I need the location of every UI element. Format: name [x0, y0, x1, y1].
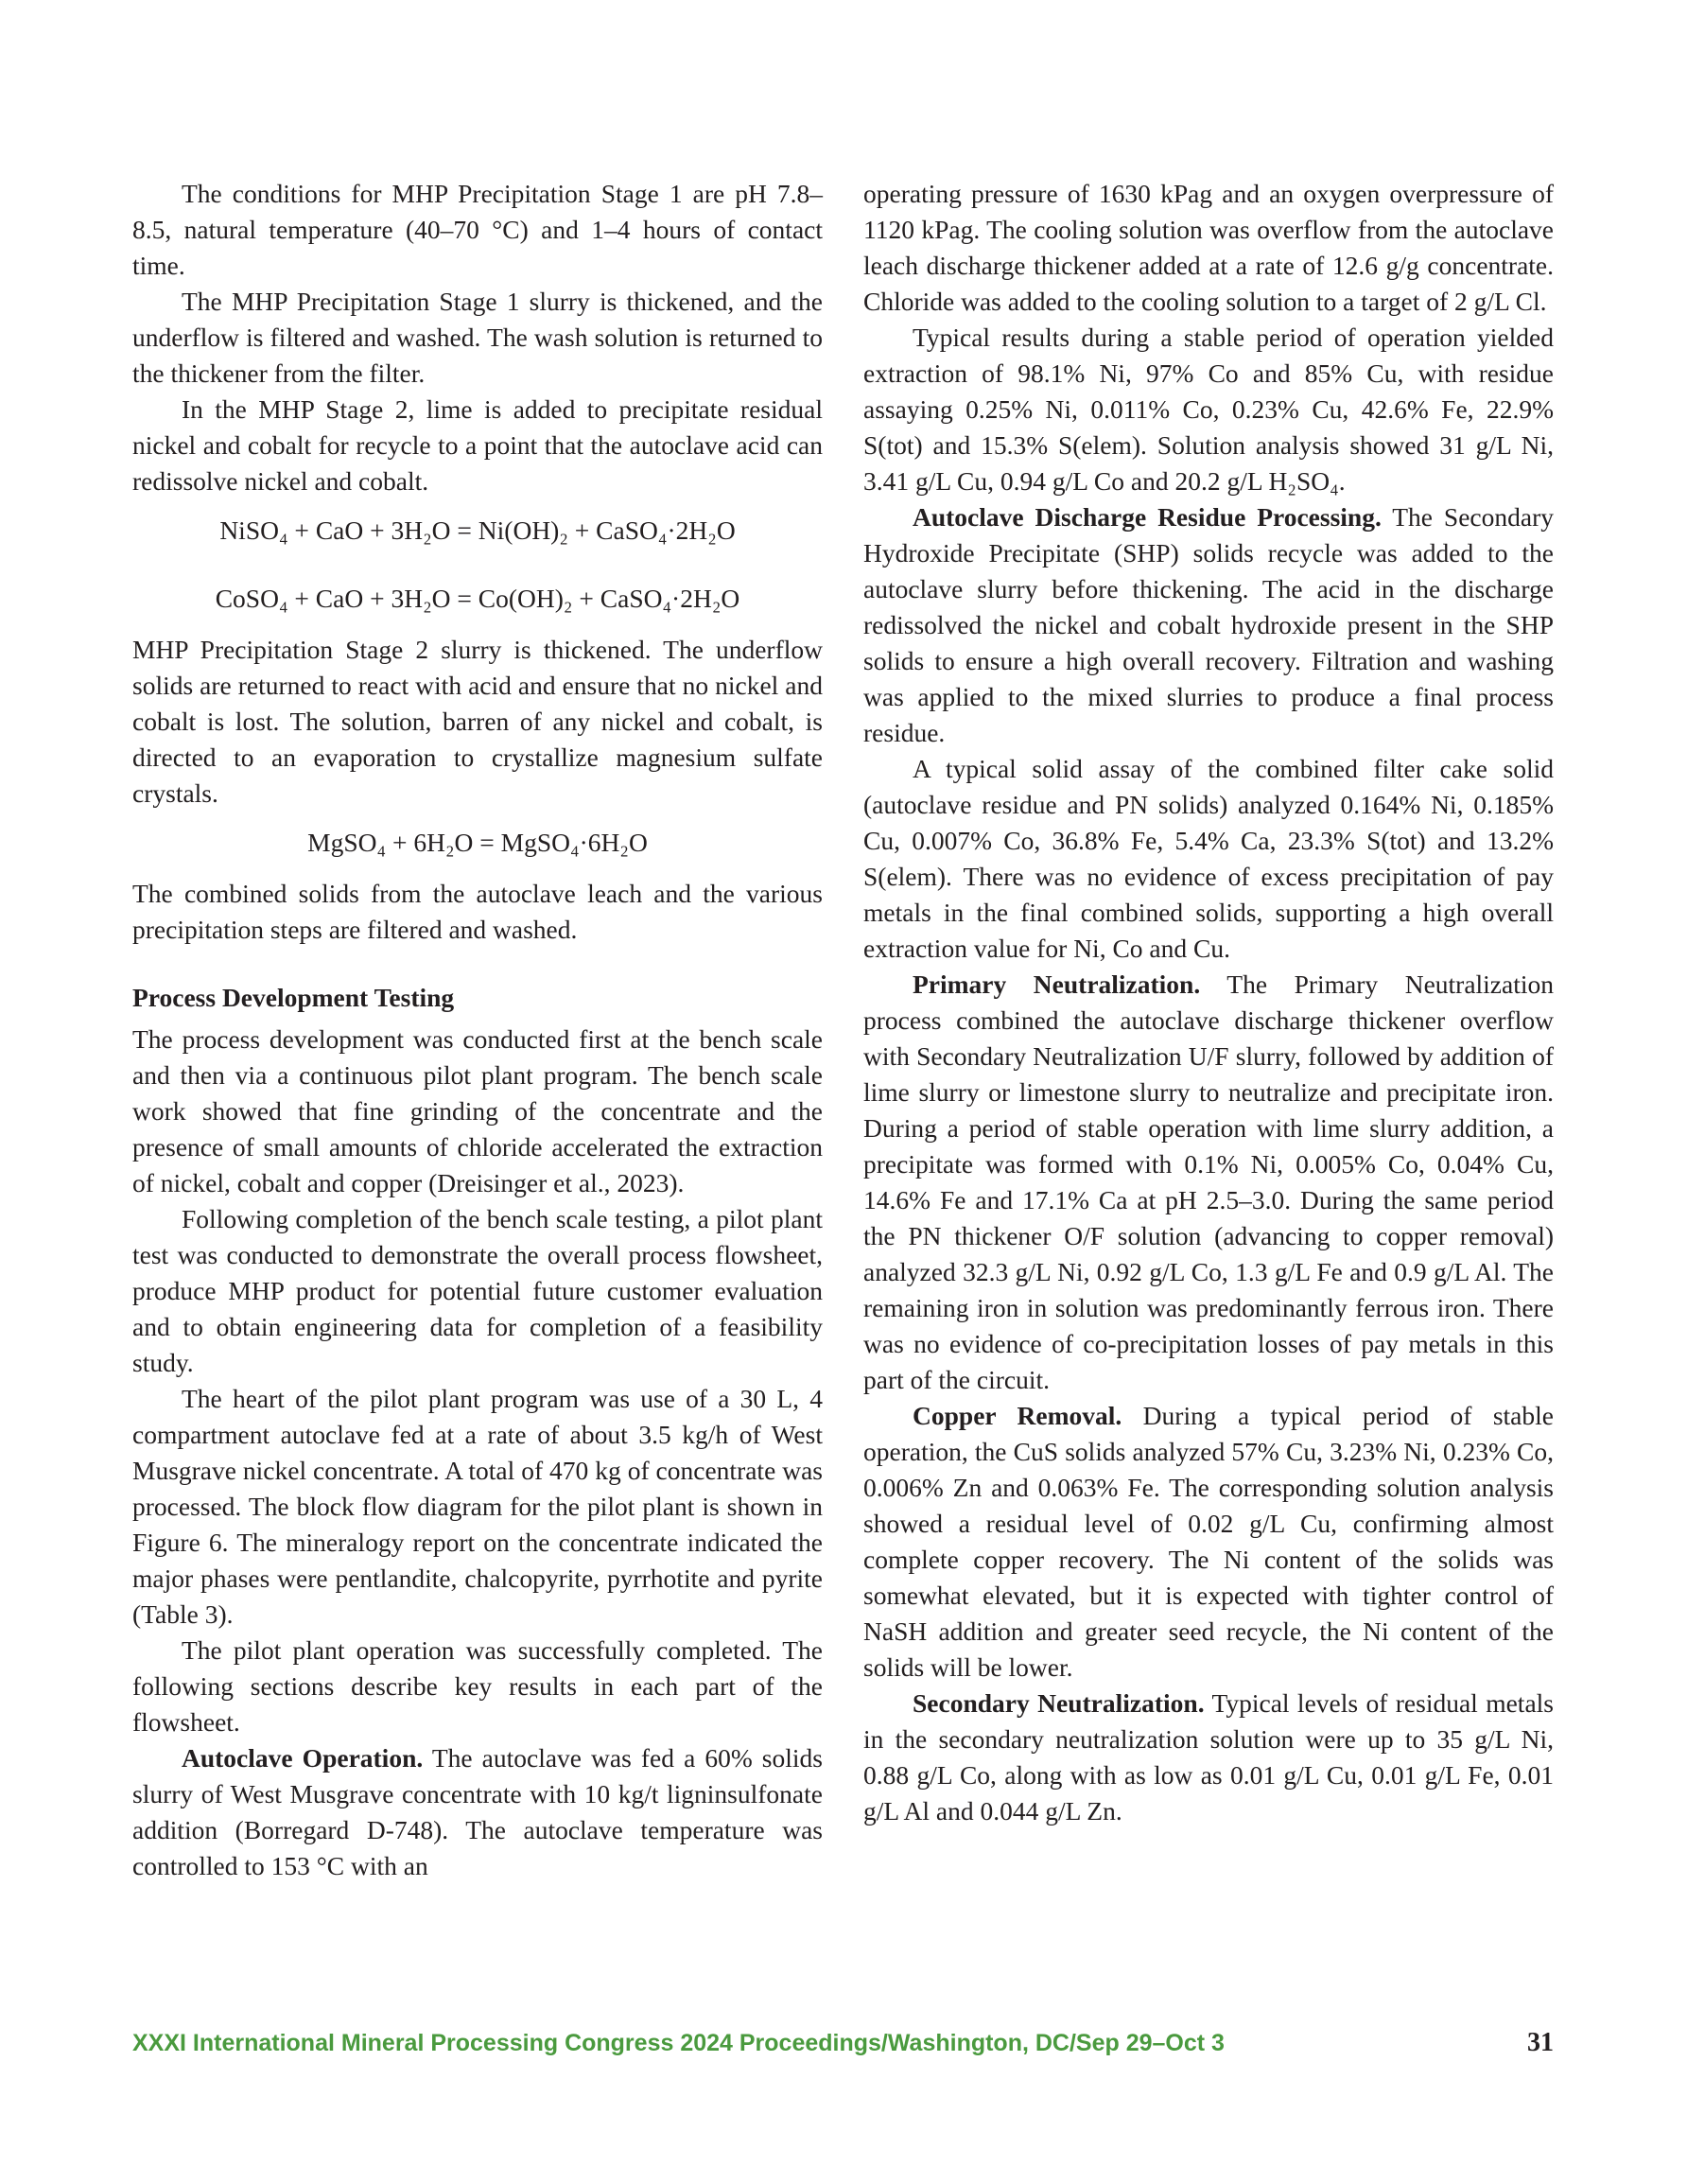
paragraph: A typical solid assay of the combined filter cake solid (autoclave residue and PN solids) analyzed 0.164% Ni, 0.185% Cu, 0.007% Co, 36.8% Fe, 5.4% Ca, 23.3% S(tot) and 13.2% S(elem). There was no evidence of excess precipitation of pay metals in the final combined solids, supporting a high overall extraction value for Ni, Co and Cu.	[863, 754, 1554, 963]
paragraph: The conditions for MHP Precipitation Stage 1 are pH 7.8–8.5, natural temperature (40–70 °C) and 1–4 hours of contact time.	[132, 179, 823, 280]
paragraph: Following completion of the bench scale testing, a pilot plant test was conducted to demonstrate the overall process flowsheet, produce MHP product for potential future customer evaluation and to obtain engineering data for completion of a feasibility study.	[132, 1204, 823, 1377]
paragraph	[863, 1398, 1554, 1686]
run-in-heading: Secondary Neutralization.	[913, 1688, 1205, 1718]
journal-title: XXXI International Mineral Processing Congress 2024 Proceedings/Washington, DC/Sep 29–Oct 3	[132, 2030, 1225, 2056]
equation-nickel-sulfate: NiSO₄ + CaO + 3H₂O = Ni(OH)₂ + CaSO₄·2H₂O	[219, 515, 736, 545]
paragraph: The pilot plant operation was successfully completed. The following sections describe key results in each part of the flowsheet.	[132, 1635, 823, 1737]
paragraph	[132, 1740, 823, 1884]
paragraph-text: During a typical period of stable operation, the CuS solids analyzed 57% Cu, 3.23% Ni, 0.23% Co, 0.006% Zn and 0.063% Fe. The corresponding solution analysis showed a residual level of 0.02 g/L Cu, confirming almost complete copper recovery. The Ni content of the solids was somewhat elevated, but it is expected with tighter control of NaSH addition and greater seed recycle, the Ni content of the solids will be lower.	[863, 1401, 1554, 1682]
paragraph-text: The Primary Neutralization process combined the autoclave discharge thickener overflow with Secondary Neutralization U/F slurry, followed by addition of lime slurry or limestone slurry to neutralize and precipitate iron. During a period of stable operation with lime slurry addition, a precipitate was formed with 0.1% Ni, 0.005% Co, 0.04% Cu, 14.6% Fe and 17.1% Ca at pH 2.5–3.0. During the same period the PN thickener O/F solution (advancing to copper removal) analyzed 32.3 g/L Ni, 0.92 g/L Co, 1.3 g/L Fe and 0.9 g/L Al. The remaining iron in solution was predominantly ferrous iron. There was no evidence of co-precipitation losses of pay metals in this part of the circuit.	[863, 970, 1554, 1394]
paragraph: The MHP Precipitation Stage 1 slurry is thickened, and the underflow is filtered and washed. The wash solution is returned to the thickener from the filter.	[132, 287, 823, 388]
paragraph	[863, 967, 1554, 1398]
paragraph-text: Typical levels of residual metals in the secondary neutralization solution were up to 35 g/L Ni, 0.88 g/L Co, along with as low as 0.01 g/L Cu, 0.01 g/L Fe, 0.01 g/L Al and 0.044 g/L Zn.	[863, 1688, 1554, 1826]
right-column	[863, 176, 1554, 1829]
run-in-heading: Autoclave Operation.	[182, 1743, 424, 1773]
run-in-heading: Copper Removal.	[913, 1401, 1122, 1430]
paragraph: The heart of the pilot plant program was use of a 30 L, 4 compartment autoclave fed at a rate of about 3.5 kg/h of West Musgrave nickel concentrate. A total of 470 kg of concentrate was processed. The block flow diagram for the pilot plant is shown in Figure 6. The mineralogy report on the concentrate indicated the major phases were pentlandite, chalcopyrite, pyrrhotite and pyrite (Table 3).	[132, 1384, 823, 1629]
equation-magnesium-sulfate: MgSO₄ + 6H₂O = MgSO₄·6H₂O	[307, 828, 648, 857]
equation-cobalt-sulfate: CoSO₄ + CaO + 3H₂O = Co(OH)₂ + CaSO₄·2H₂O	[215, 584, 740, 613]
paragraph	[863, 499, 1554, 751]
page-footer	[132, 2024, 1554, 2062]
paragraph: MHP Precipitation Stage 2 slurry is thickened. The underflow solids are returned to react with acid and ensure that no nickel and cobalt is lost. The solution, barren of any nickel and cobalt, is directed to an evaporation to crystallize magnesium sulfate crystals.	[132, 635, 823, 808]
paragraph-text: The Secondary Hydroxide Precipitate (SHP) solids recycle was added to the autoclave slurry before thickening. The acid in the discharge redissolved the nickel and cobalt hydroxide present in the SHP solids to ensure a high overall recovery. Filtration and washing was applied to the mixed slurries to produce a final process residue.	[863, 502, 1554, 747]
run-in-heading: Primary Neutralization.	[913, 970, 1201, 999]
section-heading: Process Development Testing	[132, 983, 455, 1012]
page-number: 31	[1527, 2028, 1554, 2057]
paragraph: operating pressure of 1630 kPag and an oxygen overpressure of 1120 kPag. The cooling solution was overflow from the autoclave leach discharge thickener added at a rate of 12.6 g/g concentrate. Chloride was added to the cooling solution to a target of 2 g/L Cl.	[863, 179, 1554, 316]
paragraph: The process development was conducted first at the bench scale and then via a continuous pilot plant program. The bench scale work showed that fine grinding of the concentrate and the presence of small amounts of chloride accelerated the extraction of nickel, cobalt and copper (Dreisinger et al., 2023).	[132, 1024, 823, 1197]
left-column	[132, 176, 823, 1884]
paragraph: The combined solids from the autoclave leach and the various precipitation steps are filtered and washed.	[132, 879, 823, 944]
paragraph-text: The autoclave was fed a 60% solids slurry of West Musgrave concentrate with 10 kg/t ligninsulfonate addition (Borregard D-748). The autoclave temperature was controlled to 153 °C with an	[132, 1743, 823, 1880]
run-in-heading: Autoclave Discharge Residue Processing.	[913, 502, 1382, 532]
paragraph: Typical results during a stable period of operation yielded extraction of 98.1% Ni, 97% Co and 85% Cu, with residue assaying 0.25% Ni, 0.011% Co, 0.23% Cu, 42.6% Fe, 22.9% S(tot) and 15.3% S(elem). Solution analysis showed 31 g/L Ni, 3.41 g/L Cu, 0.94 g/L Co and 20.2 g/L H₂SO₄.	[863, 323, 1554, 496]
paragraph	[863, 1686, 1554, 1829]
paragraph: In the MHP Stage 2, lime is added to precipitate residual nickel and cobalt for recycle to a point that the autoclave acid can redissolve nickel and cobalt.	[132, 394, 823, 496]
